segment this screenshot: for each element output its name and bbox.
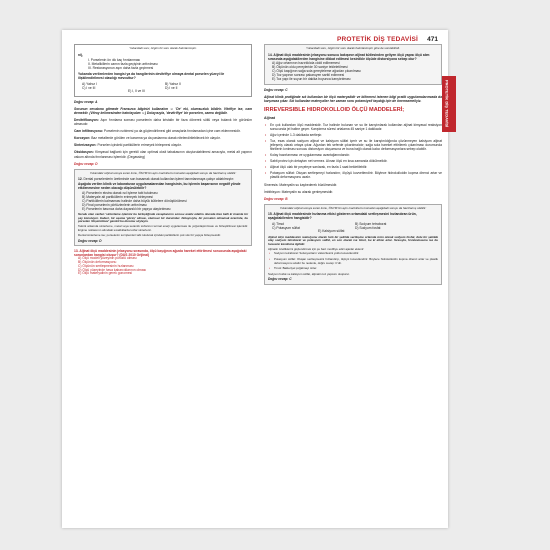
textbook-page [62, 30, 448, 528]
option: D) Final porselenin pörtüzlenlerin arttırılması [82, 202, 147, 207]
box-header: Yukarıdaki orijinal soruya soran konu, ÖSYM'nin aynı mantıkla bu konudan aşağıdaki soruyu da hazırlamış olabilir: [279, 205, 427, 210]
bullet-item: • Sabit protez için detayları net vermez. Alınan ölçü en kısa zamanda dökülmelidir. [264, 159, 442, 163]
option: E) I, II ve III [128, 88, 145, 93]
question-number: 12. [78, 177, 83, 182]
term: Sinterizasyon: [74, 143, 97, 148]
option: D) Toz yapının sonrası pakaruyen sartlıl edinmesi [272, 72, 345, 77]
answer-label: Doğru cevap: D [74, 161, 98, 166]
roman-item: I. Porselenin ön ılık kaç fırınlanması [88, 58, 141, 63]
answer-label: Doğru cevap: C [264, 87, 288, 92]
option: D) Ölçü yüzeyinde hava kabarcıklarının olması [78, 267, 147, 272]
side-tab-label: PROTETİK DİŞ TEDAVİSİ [444, 80, 450, 128]
question-box-3 [264, 44, 442, 85]
bullet-item: • Kolay hazırlanması ve uygulanması avantajlarındandır. [264, 153, 442, 157]
question-intro-text: Dental porselenlerin üretiminde son basamak olarak kullanılan işlemi tanımlanmaya çalışır aldatılmıştır: [83, 177, 234, 182]
options-grid [272, 222, 438, 230]
explanation: Sorulu olan verilen 'sinterleme işlemini bu birleştiğinde cevaplanırını sorusu analiz edelim. Burada bize belli ki önemle bir şey konuluyor. Haburi, bir aşama 'görüş' olması, olumsuz bir durumdur. Dolayısıyla, bir porselen olmamak üzerinde, bu porselen 'düşünülmez' gerekti bu durumu söyleyin. [78, 212, 248, 224]
option: E) Ölçü materyalinin gerek gonomesi [78, 271, 133, 276]
question-body: Aljinat ölçü maddesinin jelasyonu sırasında, ölçü kaşığının ağızda hareket ettirilmesi sonucunda aşağıdaki sorunlardan hangisi oluşur? (DUS 2010 Orijinal) [74, 248, 247, 257]
section-title: IRREVERSIBLE HIDROKOLLOID ÖLÇÜ MADDELERİ; [264, 107, 405, 113]
option: C) Ölçü kaşığının sağa sola gereyleleme ağızdan çıkarılması [272, 69, 361, 73]
option: B) Ölçünün oldu pereyleride 30 saniye tekleletilmesi [272, 65, 348, 70]
question-text [268, 212, 438, 220]
definition [74, 143, 252, 147]
term: Oksidasyon: [74, 150, 94, 155]
box-header: Yukarıdaki soru, özgün bir soru olarak hazırlanmıştır göre de sorulabilirdi. [306, 46, 400, 50]
question-box-4 [264, 204, 442, 285]
definition [74, 136, 252, 140]
term: Cam infiltrasyonu: [74, 129, 103, 134]
definition [264, 183, 442, 187]
question-intro: ni), [78, 52, 83, 57]
answer-label: Doğru cevap: C [268, 277, 292, 282]
term: Sineresis: [264, 182, 279, 187]
term: İmbibisyon: [264, 189, 281, 194]
bullet-item: • Sodyum tetraborat: Solusyonların viskozitesini yoklu kuvvetlendirir. [268, 252, 438, 256]
option: B) Materyale ait partiküllerin erimeyek birleşmesi [82, 194, 153, 199]
definition [74, 118, 252, 126]
option: A) Porselenin ekstra olarak ısıl işleme tabi tutulması [82, 190, 158, 195]
explanation: Sodyum fosfat ve kalsiyum sülfat, aljinatin toz yapısını oluşturur. [268, 271, 350, 276]
box-header: Yukarıdaki orijinal soruya soran konu, ÖSYM'nin aynı mantıkla bu konudan aşağıdaki soruyu da hazırlamış olabilir: [89, 170, 237, 175]
bullet-item: • En çok kullanılan ölçü maddesidir. Toz halinde bulunan ve su ile karıştırılarak kullanılan aljinat kimyasal reaksiyon sonucunda jel haline geçer. Karıştırma süresi ortalama 45 saniye 1 dakikadır. [264, 123, 442, 131]
question-box-1 [74, 44, 252, 97]
question-text: Aşağıda verilen klinik ve laboratuvar uygulamalarından hangisinin, bu işlemin başarısının negatif yönde etkilenmesine neden olacağı düşünülebilir? [78, 182, 241, 191]
definition [74, 129, 252, 133]
definition-text: Porselenin ısıtılmesi ya da güçlendirilmesi gibi amaçlarla fırınlamadan içine cam eklenmesidir. [103, 129, 241, 134]
page-number: 471 [427, 36, 438, 43]
options-grid [82, 82, 248, 90]
option: E) Porselenin basınca daha dayanıklı bir yapıya ulaştırılması [82, 206, 171, 211]
bullet-item: • Aljinat ölçü olak bir peçeleye sarılarak, en fazla 1 saat bekletilebilir. [264, 165, 442, 169]
header-title: PROTETİK DİŞ TEDAVİSİ [336, 36, 418, 43]
definition-text: Materyalin su kaybederek büzülmesidir. [279, 182, 338, 187]
definition-text: Porselen içindeki partiküllerin erimeyek birleşmesi olaydır. [97, 143, 182, 148]
definition [74, 150, 252, 158]
bullet-item: • Toz, esas olarak sodyum aljinat ve kalsiyum sülfat içerir ve su ile karıştırıldığında çözünmeyen kalsiyum aljinat jelleşmiş olarak ortaya çıkar. Ağızdan tek seferde çıkarılmalıdır; sağa sola hareket ettirilerek çıkarılması durumunda fibrillerin kırılması sonucu distorsiyon oluşumuna ve buna bağlı olarak kalıcı deformasyonlara sebep olabilir. [264, 139, 442, 151]
explanation: Teknik anlamda sinterleme, metal veya seramik tozlarının termal enerji uygulanması ile yoğunlaştırılması ve birleştirilmesi işlemidir. Ergime noktasının altındaki sıcaklıklarda tozlar sinterlenir. [78, 224, 248, 232]
option: E) Toz yapı ile suyun bir dakika boyunca karıştırılması [272, 76, 351, 81]
answer-label: Doğru cevap: D [78, 238, 102, 243]
option: B) Ölçünün deformasyonu [78, 259, 117, 264]
option: E) Kalsiyum sülfat [318, 229, 345, 234]
definition [264, 190, 442, 194]
question-number: 14. [268, 52, 273, 57]
question-body: Aljinat ölçü maddesinin jelasyonu sonucu bakışının aljinat kütlesinden geliyen ölçü yapısı ölçü alım sırasında aşağıdakilerden hangisine dikkat edilmesi kesinlikle ölçüde distorsiyona sebep olur? [268, 52, 430, 61]
sub-title: Aljinat [264, 116, 275, 121]
chapter-side-tab [442, 76, 456, 132]
definition-text: Kimyasal bağlantı için gerekli olan optimal oksit tabakasının oluşturulabilmesi amacıyla, metal alt yapının vakum altında fırınlanması işlemidir. (Degassing) [74, 150, 253, 159]
term: Devitrifikasyon: [74, 117, 99, 122]
explanation: Dental sinterleme ise; porselenin sol işlemleri tabi tutulurak içindeki partiküllerin çok sıkı bir yapıya birleşmesidir. [78, 232, 221, 237]
explanation: Aljinatin özelliklerini güçlendirmek için şu bazı modifiye edici ajanlar eklenir: [268, 246, 365, 251]
bullet-item: • Ağız içerinde 1-3 dakikada sertleşir. [264, 133, 442, 137]
paragraph: Sorunun cevabına gitmede Fransızca bilginizi kullanalım ☺ 'De' eki, olumsuzluk bildirir. Vitrifiye ise, cam demektir. (Vitray kelimesinden hatırlayalım ☺) Dolayısıyla, 'devitrifiye' bir porselen, camsı değildir. [74, 106, 252, 115]
roman-item: II. Metalikillerin camın fazla geçişinin arttırılması [88, 62, 158, 67]
definition-text: Aşırı fırınlama sonrası porselenin daha kristalin bir faza dönerek sütlü veya bulanık bir görünüm almasıdır. [74, 117, 253, 127]
option: D) I ve II [165, 85, 178, 90]
option: C) Partiküllerin kalmaması halinde daha büyük kütlelere dönüştürülmesi [82, 198, 187, 203]
question-box-2 [74, 169, 252, 246]
answer-label: Doğru cevap: A [74, 99, 98, 104]
question-text: Yukarıda verilenlerden hangisi ya da hangilerinin devitrifiye olmaya dental porselen yüzeyi ile ilişkilendirilmesi olasılığı mevcuttur? [78, 71, 225, 80]
bullet-list [264, 123, 442, 180]
answer-label: Doğru cevap: B [264, 196, 288, 201]
right-column [264, 44, 442, 288]
definition-text: Baz metallerde görülen ve kararma ya da paslanma olarak nitelendirilebilecek bir olaydır. [91, 136, 221, 141]
question-text [268, 53, 438, 61]
option: A) Timol [272, 222, 285, 226]
paragraph: Aljinat klinik pratiğinde sık kullanılan bir ölçü materyalidir ve bilinmesi istenen bilgi pratik uygulamalarımızda da karşımıza çıkar. Sık kullanılan materyaller her zaman soru potansiyeli taşıdığı için de önemsemeliyiz. [264, 94, 442, 103]
option: B) Sodyum tetraborat [355, 222, 387, 226]
definition-text: Materyalin su alarak genleşmesidir. [281, 189, 334, 194]
option: D) Sodyum fosfat [355, 226, 381, 231]
bullet-item: • Potasyum sülfat: Oluşan sertleşmeyi hızlandırır, ölçüyü kuvvetlendirir. Böylece hidrokolloidin kopma direnci artar ve plastik deformasyonu azalır. [264, 171, 442, 179]
bullet-item: • Potasyum sülfat: Oluşan sertleşmesini hızlandırıp, ölçüyü kuvvetlendirir. Böylece hidrokolloidin kopma direnci artar ve plastik deformasyonu azaltır bu nedenle, doğru cevap: C'dir. [268, 258, 438, 265]
option: C) Potasyum sülfat [272, 226, 300, 231]
option: C) Ölçünün sertleşmesinin hızlanması [78, 263, 134, 268]
term: Korozyon: [74, 136, 91, 141]
question-body: Aljinat ölçü maddesinde hızlanma etkisi gösteren ortamdaki sertleşmesini hızlandıran ürün, aşağıdakilerden hangisidir? [268, 212, 417, 221]
bullet-item: • Timol: Bakteriyel çoğalmayı önler. [268, 267, 438, 271]
question-number: 15. [268, 212, 273, 217]
question-13 [74, 249, 252, 277]
explanation: Aljinat ölçü maddesinin reaksiyonu olarak hızlı bir şekilde sertleşme ortamda ürün olarak sodyum fosfat, dolu bir şekilde olay sodyum tetraborat ve potasyum sülfat, en son olarak ise timol, bu ki etkisi artar. Sırasıyla, fırınlanmasına ise bu hususlar kendisine ilgilidir. [268, 234, 438, 246]
option: B) Yalnız II [165, 81, 181, 86]
bullet-list [268, 252, 438, 270]
option: C) I ve III [82, 85, 96, 90]
question-intro [78, 177, 248, 181]
roman-item: III. Restorasyonun aşırı daha fazla geçirmesi [88, 66, 154, 71]
box-header: Yukarıdaki soru, özgün bir soru olarak hazırlanmıştır. [129, 46, 197, 50]
option: A) Yalnız I [82, 81, 97, 86]
left-column [74, 44, 252, 276]
question-number: 13. [74, 248, 79, 253]
option: A) Ağız ortamının hazırlıklıda ciddi edilmemesi [272, 61, 340, 66]
option: A) Ölçü modeli yüzeyinin pürüzlü olması [78, 255, 137, 260]
